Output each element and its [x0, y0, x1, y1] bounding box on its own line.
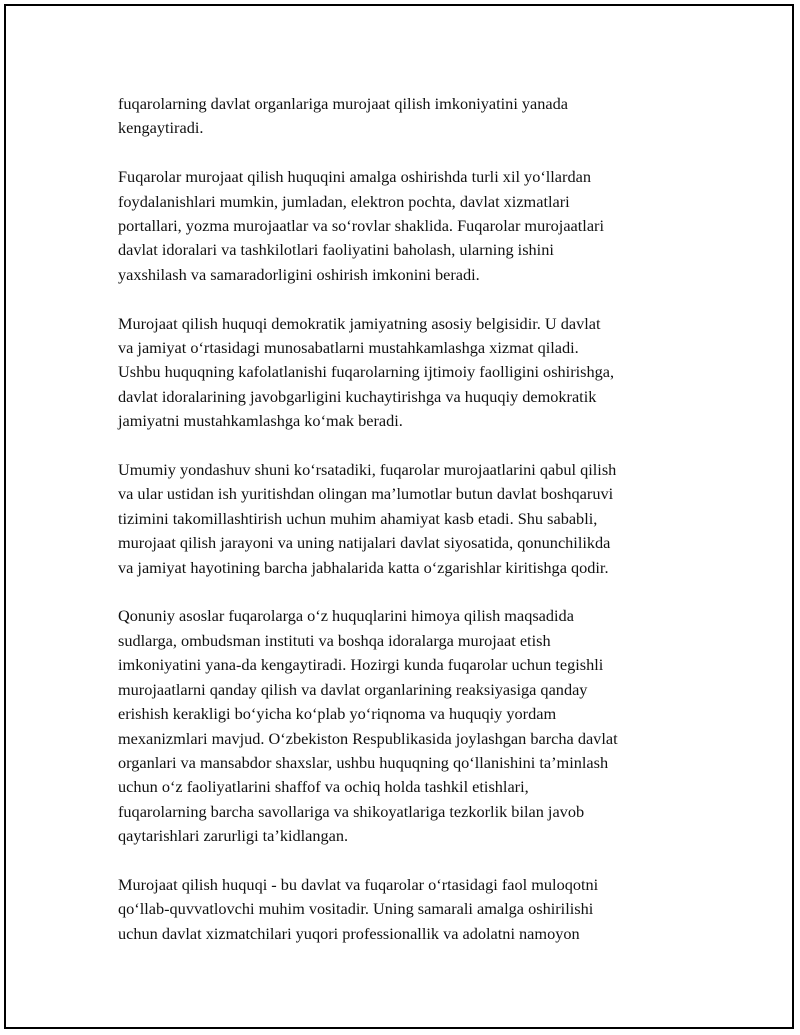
paragraph-6: Murojaat qilish huquqi - bu davlat va fuqarolar o‘rtasidagi faol muloqotni qo‘llab-quvvatlovchi muhim vositadir. Uning samarali amalga oshirilishi uchun davlat xizmatchilari yuqori professionallik va adolatni namoyon [118, 874, 599, 943]
paragraph-5: Qonuniy asoslar fuqarolarga o‘z huquqlarini himoya qilish maqsadida sudlarga, ombudsman instituti va boshqa idoralarga murojaat etish imkoniyatini yana-da kengaytiradi. Hozirgi kunda fuqarolar uchun tegishli murojaatlarni qanday qilish va davlat organlarining reaksiyasiga qanday erishish kerakligi bo‘yicha ko‘plab yo‘riqnoma va huquqiy yordam mexanizmlari mavjud. O‘zbekiston Respublikasida joylashgan barcha davlat organlari va mansabdor shaxslar, ushbu huquqning qo‘llanishini ta’minlash uchun o‘z faoliyatlarini shaffof va ochiq holda tashkil etishlari, fuqarolarning barcha savollariga va shikoyatlariga tezkorlik bilan javob qaytarishlari zarurligi ta’kidlangan. [118, 606, 618, 846]
paragraph-3: Murojaat qilish huquqi demokratik jamiyatning asosiy belgisidir. U davlat va jamiyat o‘rtasidagi munosabatlarni mustahkamlashga xizmat qiladi. Ushbu huquqning kafolatlanishi fuqarolarning ijtimoiy faolligini oshirishga, davlat idoralarining javobgarligini kuchaytirishga va huquqiy demokratik jamiyatni mustahkamlashga ko‘mak beradi. [118, 313, 615, 431]
paragraph-4: Umumiy yondashuv shuni ko‘rsatadiki, fuqarolar murojaatlarini qabul qilish va ular ustidan ish yuritishdan olingan ma’lumotlar butun davlat boshqaruvi tizimini takomillashtirish uchun muhim ahamiyat kasb etadi. Shu sababli, murojaat qilish jarayoni va uning natijalari davlat siyosatida, qonunchilikda va jamiyat hayotining barcha jabhalarida katta o‘zgarishlar kiritishga qodir. [118, 460, 617, 577]
paragraph-2: Fuqarolar murojaat qilish huquqini amalga oshirishda turli xil yo‘llardan foydalanishlari mumkin, jumladan, elektron pochta, davlat xizmatlari portallari, yozma murojaatlar va so‘rovlar shaklida. Fuqarolar murojaatlari davlat idoralari va tashkilotlari faoliyatini baholash, ularning ishini yaxshilash va samaradorligini oshirish imkonini beradi. [118, 167, 604, 284]
paragraph-1: fuqarolarning davlat organlariga murojaat qilish imkoniyatini yanada kengaytiradi. [118, 94, 569, 138]
document-body [118, 92, 718, 946]
